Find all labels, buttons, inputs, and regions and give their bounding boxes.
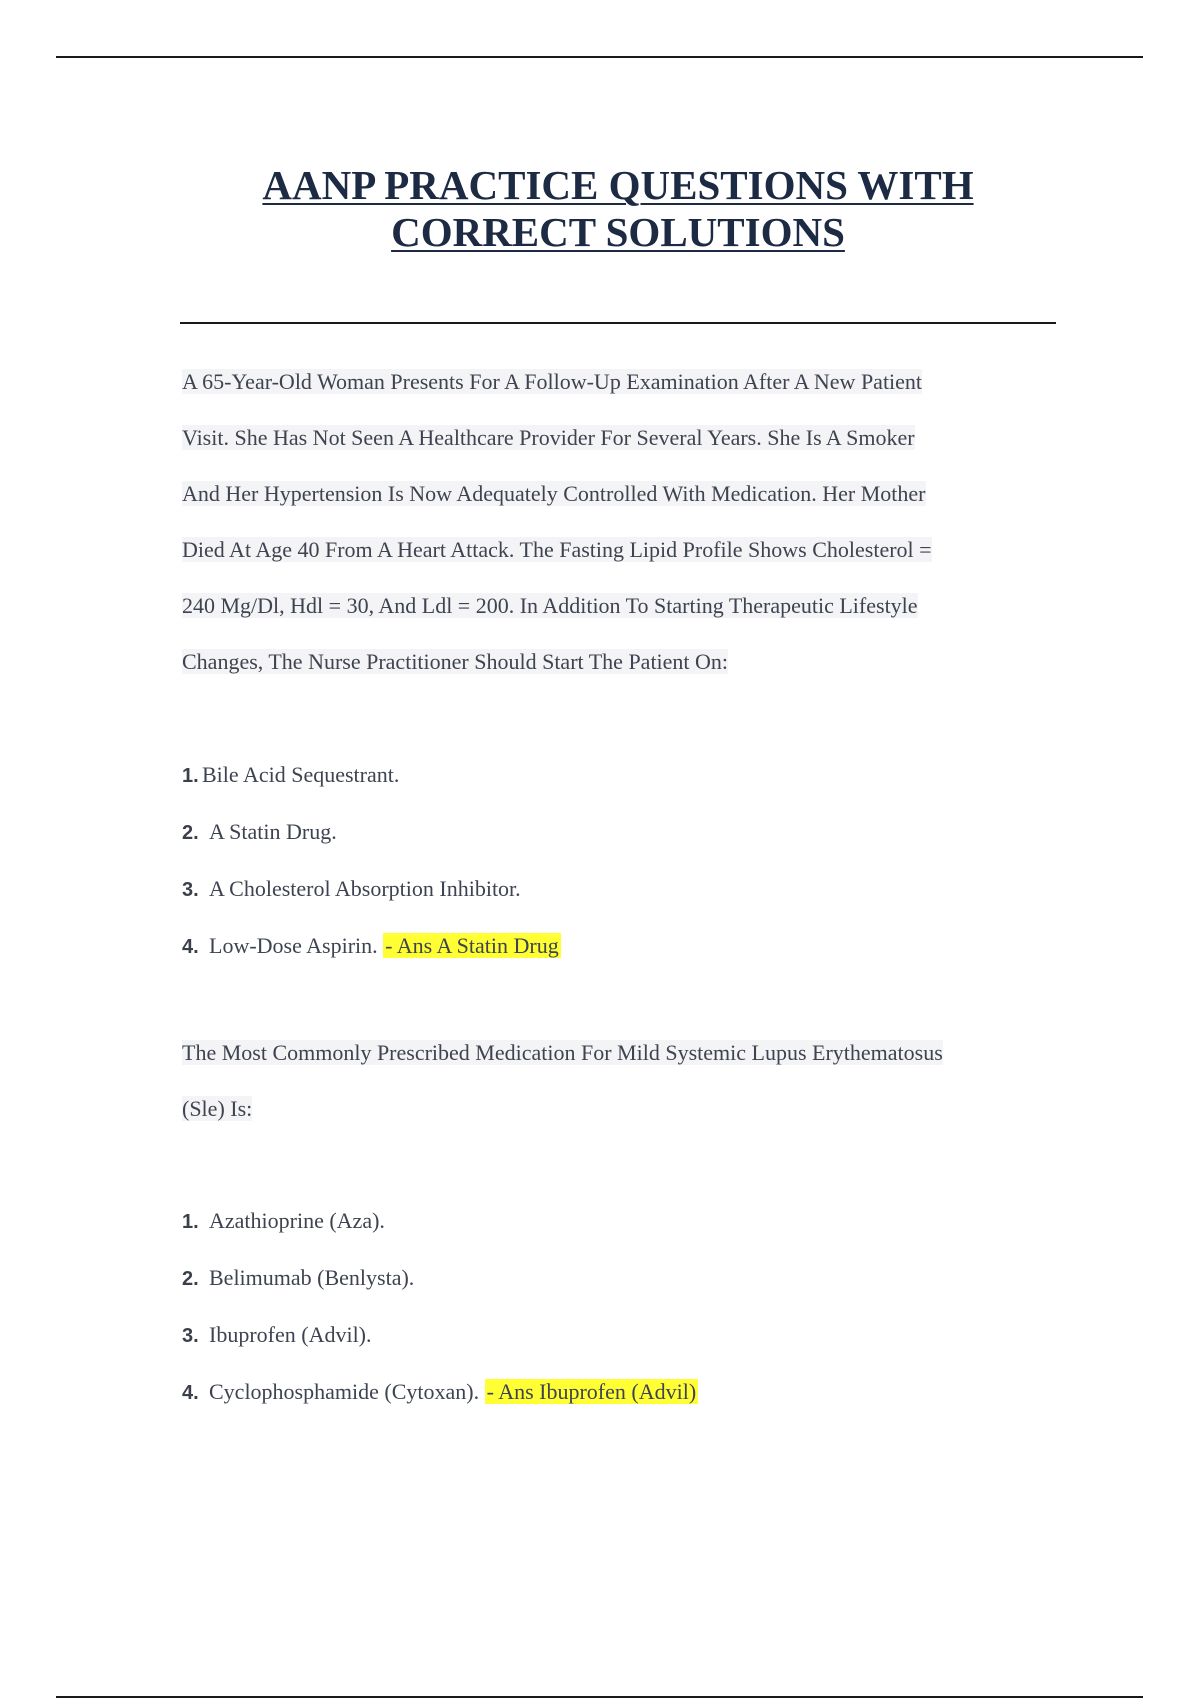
title-line-2: CORRECT SOLUTIONS bbox=[391, 209, 845, 255]
answer-highlight: - Ans A Statin Drug bbox=[385, 933, 559, 958]
option-number: 4. bbox=[182, 1382, 199, 1404]
option-text: Azathioprine (Aza). bbox=[209, 1208, 385, 1233]
question-1-line: And Her Hypertension Is Now Adequately Controlled With Medication. Her Mother bbox=[182, 481, 926, 506]
option-item bbox=[182, 861, 1082, 918]
option-number: 4. bbox=[182, 936, 199, 958]
option-number: 2. bbox=[182, 1268, 199, 1290]
option-number: 1. bbox=[182, 1211, 199, 1233]
option-item bbox=[182, 1307, 1082, 1364]
option-item bbox=[182, 804, 1082, 861]
option-text: Belimumab (Benlysta). bbox=[209, 1265, 415, 1290]
question-1-line: 240 Mg/Dl, Hdl = 30, And Ldl = 200. In Addition To Starting Therapeutic Lifestyle bbox=[182, 593, 918, 618]
question-1-text bbox=[182, 354, 1082, 690]
option-item bbox=[182, 1250, 1082, 1307]
question-2-line: (Sle) Is: bbox=[182, 1096, 253, 1121]
option-text: Bile Acid Sequestrant. bbox=[202, 762, 400, 787]
option-item bbox=[182, 747, 1082, 804]
option-item bbox=[182, 1193, 1082, 1250]
question-2-options bbox=[182, 1193, 1082, 1421]
document-title bbox=[0, 162, 1200, 256]
question-1-options bbox=[182, 747, 1082, 975]
title-divider bbox=[180, 322, 1056, 324]
option-number: 1. bbox=[182, 765, 199, 787]
option-text: Cyclophosphamide (Cytoxan). bbox=[209, 1379, 480, 1404]
answer-highlight: - Ans Ibuprofen (Advil) bbox=[486, 1379, 697, 1404]
option-text: Ibuprofen (Advil). bbox=[209, 1322, 372, 1347]
option-number: 2. bbox=[182, 822, 199, 844]
question-1-line: Died At Age 40 From A Heart Attack. The Fasting Lipid Profile Shows Cholesterol = bbox=[182, 537, 932, 562]
option-text: A Statin Drug. bbox=[209, 819, 337, 844]
option-text: A Cholesterol Absorption Inhibitor. bbox=[209, 876, 521, 901]
page-top-rule bbox=[56, 56, 1143, 58]
question-1-line: Changes, The Nurse Practitioner Should Start The Patient On: bbox=[182, 649, 729, 674]
option-item bbox=[182, 918, 1082, 975]
question-1-line: A 65-Year-Old Woman Presents For A Follow-Up Examination After A New Patient bbox=[182, 369, 923, 394]
title-line-1: AANP PRACTICE QUESTIONS WITH bbox=[262, 162, 974, 208]
option-item bbox=[182, 1364, 1082, 1421]
question-2-line: The Most Commonly Prescribed Medication For Mild Systemic Lupus Erythematosus bbox=[182, 1040, 943, 1065]
question-1-line: Visit. She Has Not Seen A Healthcare Provider For Several Years. She Is A Smoker bbox=[182, 425, 915, 450]
option-text: Low-Dose Aspirin. bbox=[209, 933, 378, 958]
page-bottom-rule bbox=[56, 1696, 1143, 1698]
option-number: 3. bbox=[182, 879, 199, 901]
option-number: 3. bbox=[182, 1325, 199, 1347]
question-2-text bbox=[182, 1025, 1082, 1137]
